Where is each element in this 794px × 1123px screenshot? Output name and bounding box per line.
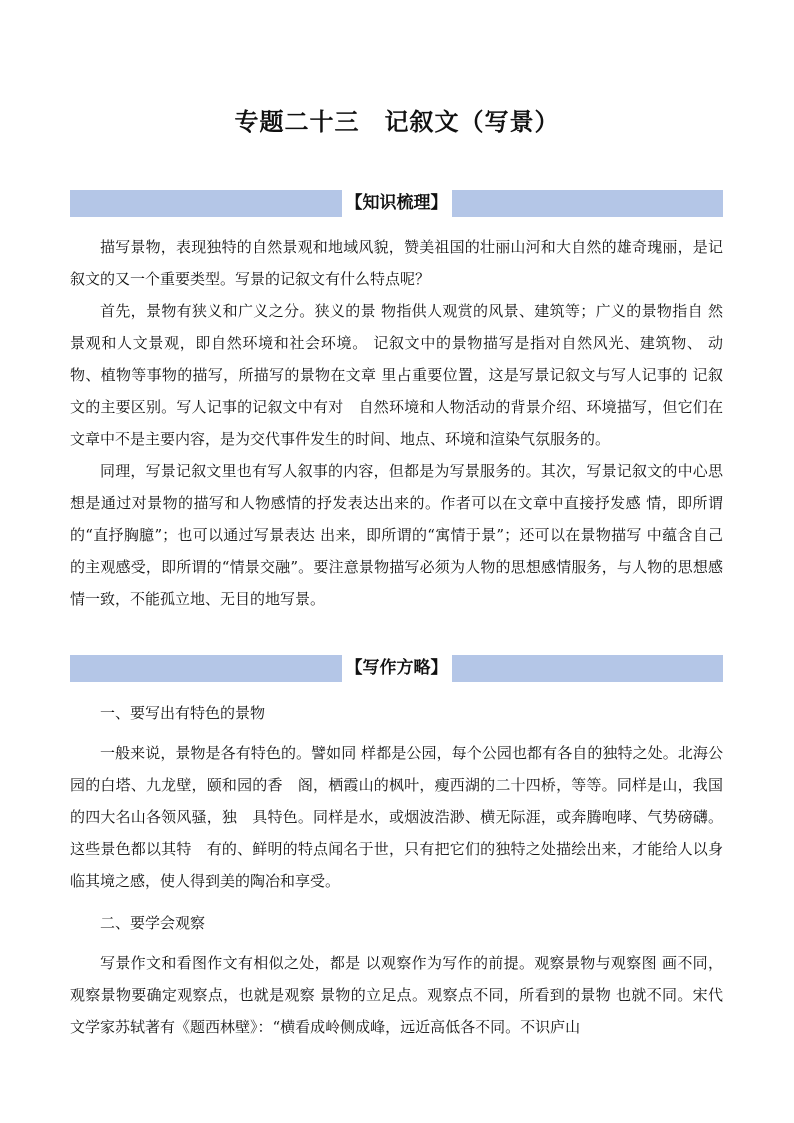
page-title: 专题二十三 记叙文（写景） [234, 108, 560, 136]
subsection-heading-1: 一、要写出有特色的景物 [100, 704, 266, 722]
strategy-body [70, 697, 723, 1043]
section-header-knowledge: 【知识梳理】 [342, 190, 452, 217]
knowledge-paragraph-3: 同理，写景记叙文里也有写人叙事的内容，但都是为写景服务的。其次，写景记叙文的中心思想是通过对景物的描写和人物感情的抒发表达出来的。作者可以在文章中直接抒发感 情，即所谓的“直抒胸臆”；也可以通过写景表达 出来，即所谓的“寓情于景”；还可以在景物描写 中蕴含自己的主观感受，即所谓的“情景交融”。要注意景物描写必须为人物的思想感情服务，与人物的思想感情一致，不能孤立地、无目的地写景。 [70, 462, 723, 608]
knowledge-paragraph-1: 描写景物，表现独特的自然景观和地域风貌，赞美祖国的壮丽山河和大自然的雄奇瑰丽，是记叙文的又一个重要类型。写景的记叙文有什么特点呢？ [70, 238, 723, 288]
section-header-band-strategy [70, 655, 723, 682]
subsection-heading-2: 二、要学会观察 [100, 914, 206, 932]
section-header-band-knowledge [70, 190, 723, 217]
strategy-paragraph-1: 一般来说，景物是各有特色的。譬如同 样都是公园，每个公园也都有各自的独特之处。北海公园的白塔、九龙壁，颐和园的香 阁，栖霞山的枫叶，瘦西湖的二十四桥，等等。同样是山，我国的四大名山各领风骚，独 具特色。同样是水，或烟波浩渺、横无际涯，或奔腾咆哮、气势磅礴。这些景色都以其特 有的、鲜明的特点闻名于世，只有把它们的独特之处描绘出来，才能给人以身临其境之感，使人得到美的陶冶和享受。 [70, 744, 723, 890]
knowledge-paragraph-2: 首先，景物有狭义和广义之分。狭义的景 物指供人观赏的风景、建筑等；广义的景物指自 然景观和人文景观，即自然环境和社会环境。 记叙文中的景物描写是指对自然风光、建筑物、 动物、植物等事物的描写，所描写的景物在文章 里占重要位置，这是写景记叙文与写人记事的 记叙文的主要区别。写人记事的记叙文中有对 自然环境和人物活动的背景介绍、环境描写，但它们在文章中不是主要内容，是为交代事件发生的时间、地点、环境和渲染气氛服务的。 [70, 302, 723, 448]
knowledge-body [70, 231, 723, 615]
section-header-strategy: 【写作方略】 [342, 655, 452, 682]
strategy-paragraph-2: 写景作文和看图作文有相似之处，都是 以观察作为写作的前提。观察景物与观察图 画不同，观察景物要确定观察点，也就是观察 景物的立足点。观察点不同，所看到的景物 也就不同。宋代文学家苏轼著有《题西林壁》：“横看成岭侧成峰，远近高低各不同。不识庐山 [70, 954, 723, 1036]
